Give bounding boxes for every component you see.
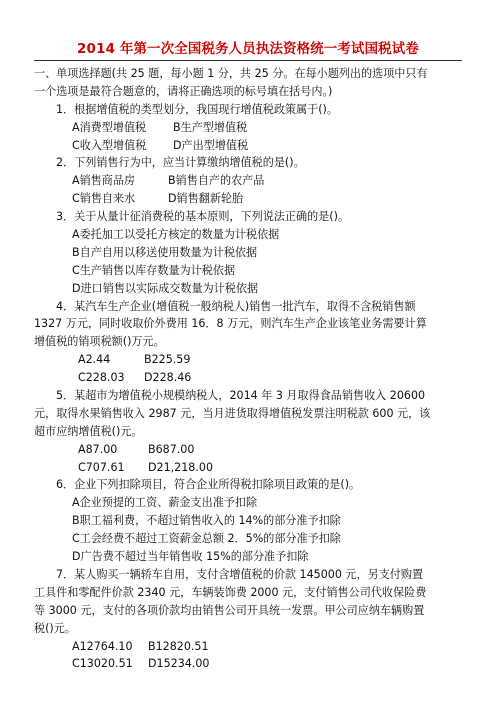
- page-title: 2014 年第一次全国税务人员执法资格统一考试国税试卷: [77, 42, 419, 57]
- option-c: C工会经费不超过工资薪金总额 2．5%的部分准予扣除: [72, 532, 341, 546]
- option-b: B12820.51: [148, 639, 209, 653]
- section-intro-line: 一、单项选择题(共 25 题，每小题 1 分，共 25 分。在每小题列出的选项中只有: [34, 67, 428, 80]
- question-4-stem: 4．某汽车生产企业(增值税一般纳税人)销售一批汽车，取得不含税销售额: [56, 299, 416, 313]
- question-3-stem: 3．关于从量计征消费税的基本原则，下列说法正确的是()。: [56, 210, 350, 224]
- option-b: B687.00: [148, 442, 195, 456]
- option-c: C生产销售以库存数量为计税依据: [72, 263, 236, 277]
- question-7-stem: 7．某人购买一辆轿车自用，支付含增值税的价款 145000 元，另支付购置: [56, 567, 424, 581]
- question-6-stem: 6．企业下列扣除项目，符合企业所得税扣除项目政策的是()。: [56, 478, 361, 492]
- option-a: A企业预提的工资、薪金支出准予扣除: [72, 496, 258, 510]
- title-divider: [34, 60, 462, 61]
- option-c: C销售自来水: [72, 192, 136, 206]
- option-c: C707.61: [78, 460, 125, 474]
- option-b: B生产型增值税: [173, 120, 248, 134]
- question-5-stem: 超市应纳增值税()元。: [34, 424, 143, 438]
- option-c: C13020.51: [72, 657, 133, 671]
- question-1-stem: 1．根据增值税的类型划分，我国现行增值税政策属于()。: [56, 102, 338, 116]
- option-b: B自产自用以移送使用数量为计税依据: [72, 245, 258, 259]
- question-5-stem: 元，取得水果销售收入 2987 元，当月进货取得增值税发票注明税款 600 元，该: [34, 406, 431, 420]
- option-d: D21,218.00: [148, 460, 214, 474]
- option-d: D广告费不超过当年销售收 15%的部分准予扣除: [72, 550, 309, 564]
- question-1-options-row: [34, 137, 462, 155]
- question-2-options-row: [34, 172, 462, 190]
- question-5-stem: 5．某超市为增值税小规模纳税人，2014 年 3 月取得食品销售收入 20600: [56, 389, 426, 403]
- section-intro-line: 一个选项是最符合题意的，请将正确选项的标号填在括号内。): [34, 84, 333, 98]
- option-b: B225.59: [144, 353, 191, 367]
- exam-body: [34, 65, 462, 673]
- question-5-options-row: [34, 441, 462, 459]
- option-a: A12764.10: [72, 639, 133, 653]
- option-d: D产出型增值税: [173, 138, 249, 152]
- option-d: D销售翻新轮胎: [168, 192, 244, 206]
- option-c: C收入型增值税: [72, 138, 147, 152]
- question-7-options-row: [34, 655, 462, 673]
- question-1-options-row: [34, 119, 462, 137]
- option-b: B销售自产的农产品: [168, 174, 265, 188]
- question-7-stem: 工具件和零配件价款 2340 元，车辆装饰费 2000 元，支付销售公司代收保险费: [34, 585, 427, 599]
- option-d: D进口销售以实际成交数量为计税依据: [72, 281, 259, 295]
- question-5-options-row: [34, 459, 462, 477]
- option-a: A2.44: [78, 353, 111, 367]
- question-2-options-row: [34, 190, 462, 208]
- question-7-options-row: [34, 638, 462, 656]
- question-4-options-row: [34, 369, 462, 387]
- option-a: A委托加工以受托方核定的数量为计税依据: [72, 228, 280, 242]
- option-d: D15234.00: [148, 657, 210, 671]
- question-7-stem: 等 3000 元，支付的各项价款均由销售公司开具统一发票。甲公司应纳车辆购置: [34, 603, 425, 617]
- option-a: A销售商品房: [72, 174, 136, 188]
- option-c: C228.03: [78, 371, 125, 385]
- option-a: A消费型增值税: [72, 120, 147, 134]
- option-b: B职工福利费，不超过销售收入的 14%的部分准予扣除: [72, 514, 341, 528]
- option-a: A87.00: [78, 442, 118, 456]
- question-4-stem: 1327 万元，同时收取价外费用 16．8 万元，则汽车生产企业该笔业务需要计算: [34, 317, 427, 331]
- question-7-stem: 税()元。: [34, 621, 76, 635]
- question-2-stem: 2．下列销售行为中，应当计算缴纳增值税的是()。: [56, 156, 305, 170]
- question-4-options-row: [34, 351, 462, 369]
- option-d: D228.46: [144, 371, 192, 385]
- question-4-stem: 增值税的销项税额()万元。: [34, 335, 165, 349]
